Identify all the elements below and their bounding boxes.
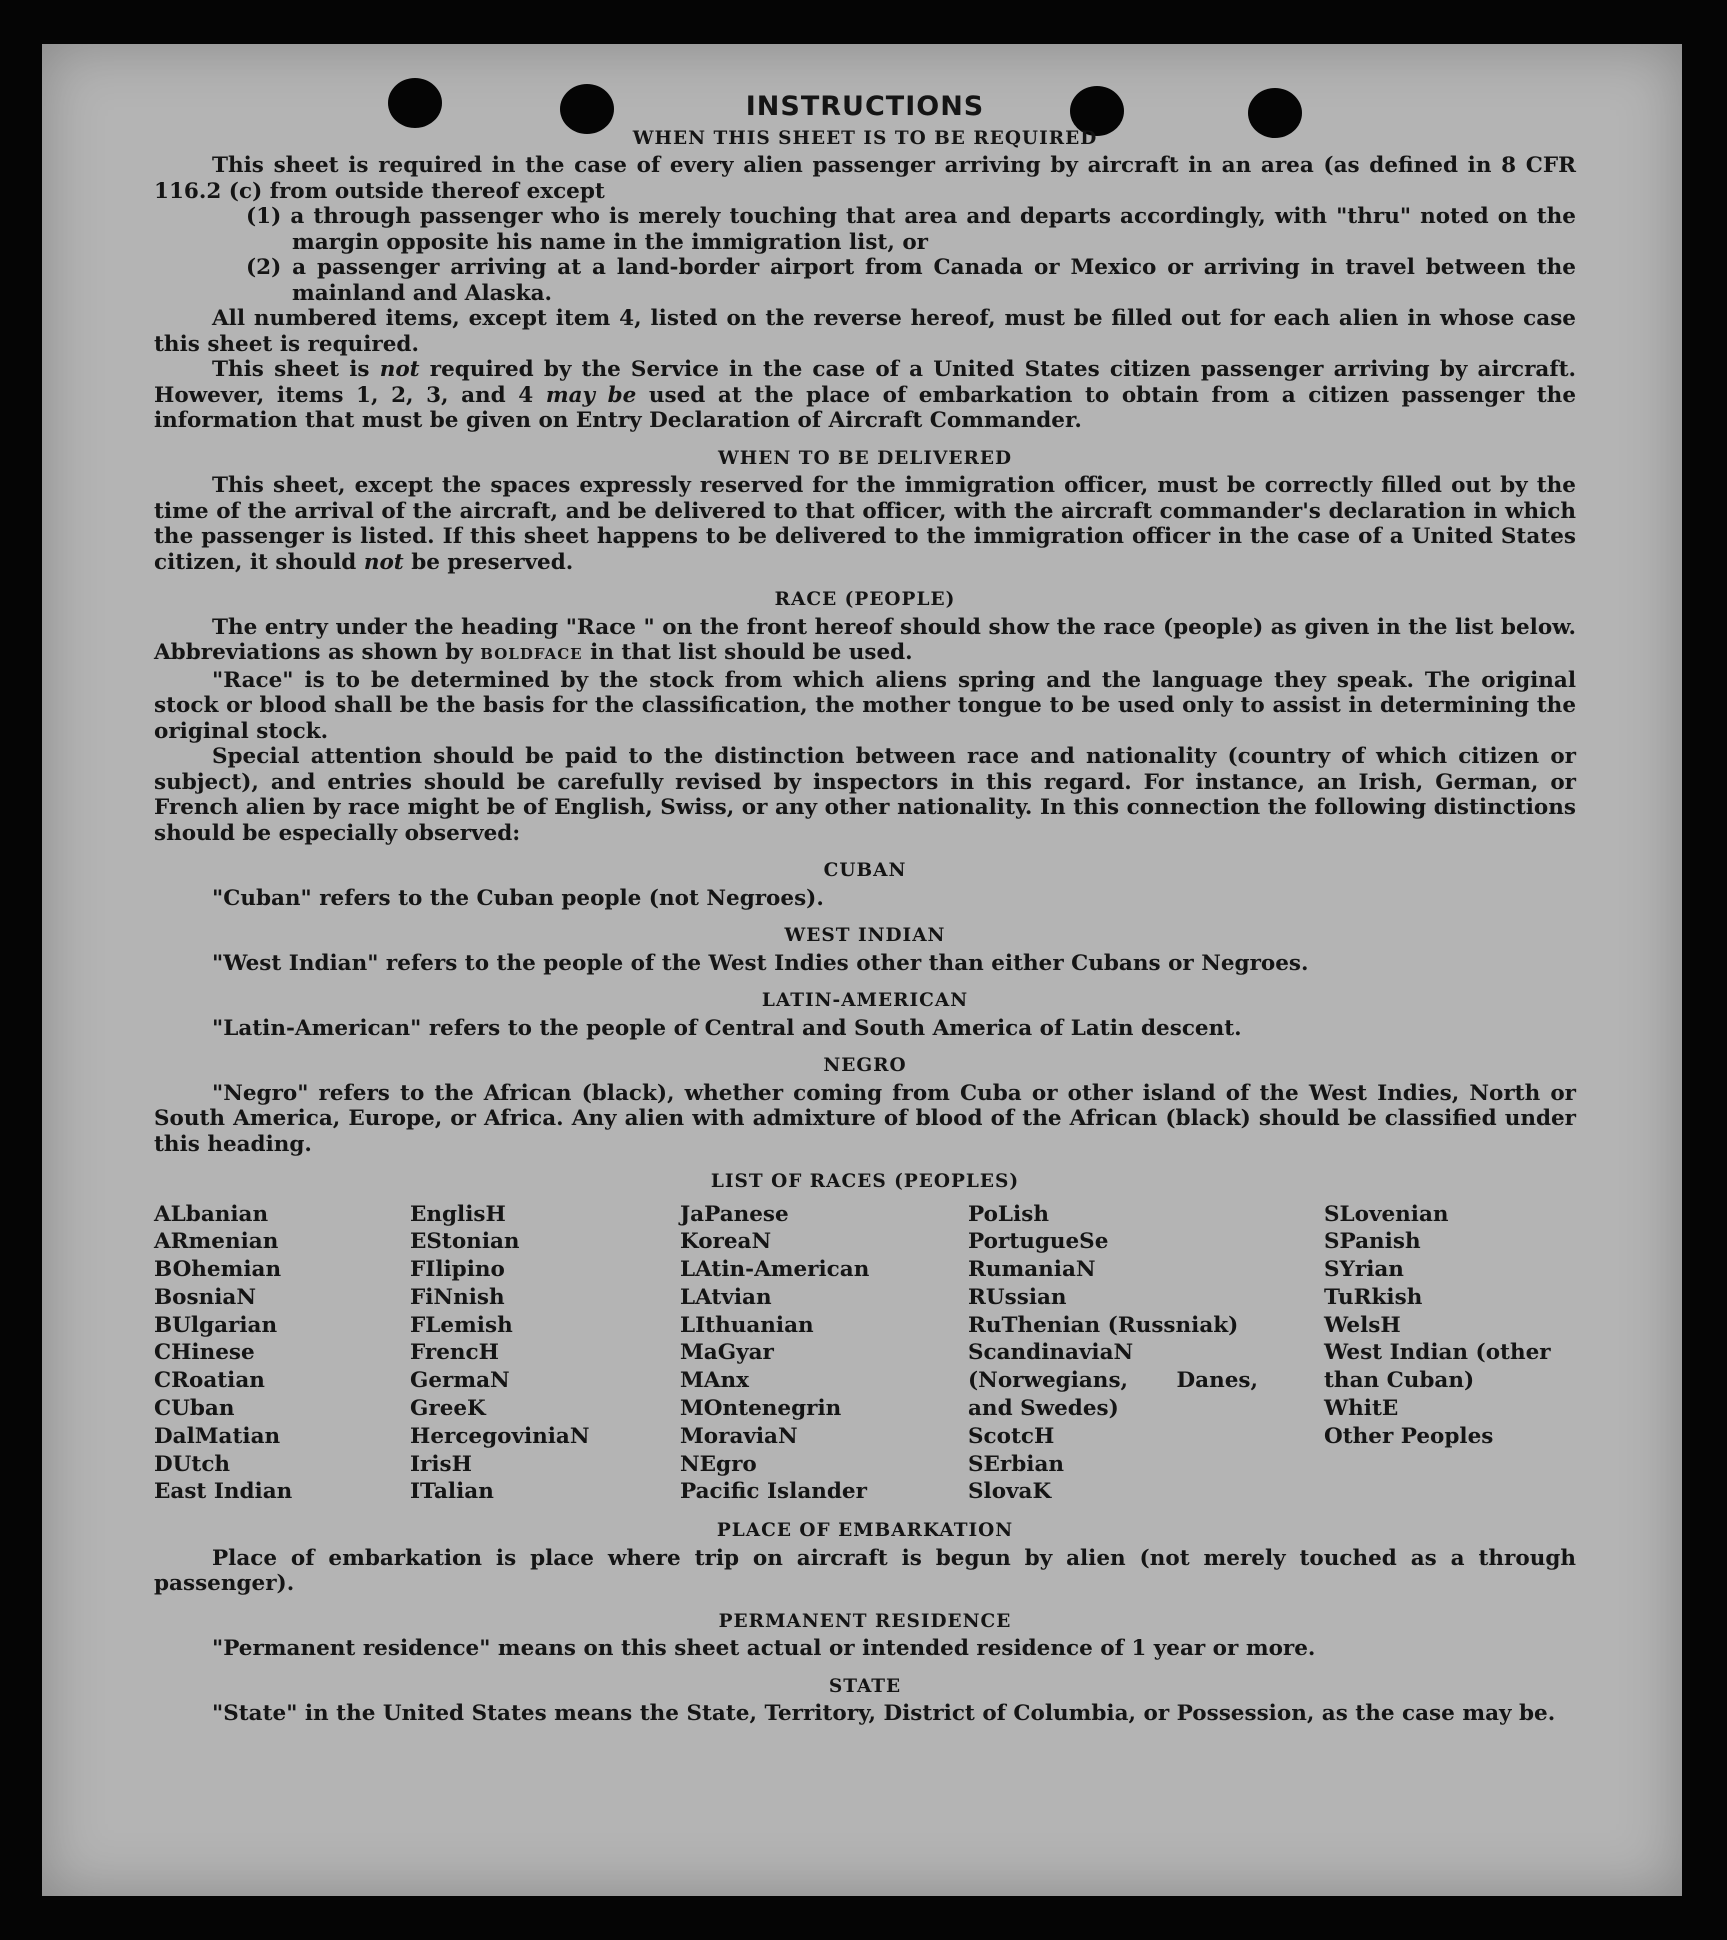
text-span: be preserved. xyxy=(403,549,574,575)
race-item: RumaniaN xyxy=(968,1257,1096,1283)
race-item: LAtvian xyxy=(680,1284,772,1310)
race-item: CRoatian xyxy=(154,1368,265,1394)
section-heading-state: STATE xyxy=(828,1675,902,1697)
emphasis-may-be: may be xyxy=(545,382,637,408)
race-item: MoraviaN xyxy=(680,1423,798,1449)
race-item: MaGyar xyxy=(680,1340,774,1366)
race-item: SYrian xyxy=(1324,1257,1404,1283)
race-item: TuRkish xyxy=(1324,1284,1423,1310)
race-column-5 xyxy=(1324,1201,1576,1507)
paragraph-race-determination: "Race" is to be determined by the stock from which aliens spring and the language they speak. The original stock or blood shall be the basis for the classification, the mother tongue to be used only to assist in determining the original stock. xyxy=(154,667,1576,744)
paragraph-race-nationality: Special attention should be paid to the distinction between race and nationality (country of which citizen or subject), and entries should be carefully revised by inspectors in this regard. For instance, an Irish, German, or French alien by race might be of English, Swiss, or any other nationality. In this connection the following distinctions should be especially observed: xyxy=(154,744,1576,846)
race-column-2 xyxy=(410,1201,680,1507)
paragraph-negro: "Negro" refers to the African (black), whether coming from Cuba or other island of the West Indies, North or South America, Europe, or Africa. Any alien with admixture of blood of the African (black) should be classified under this heading. xyxy=(154,1080,1576,1157)
race-item: Other Peoples xyxy=(1324,1423,1494,1449)
section-heading-cuban: CUBAN xyxy=(823,860,907,881)
boldface-term: BOLDFACE xyxy=(480,645,583,663)
text-span: required by the Service in the case of a United States citizen passenger arriving by aircraft. However, items 1, 2, 3, and 4 xyxy=(154,357,1576,408)
section-heading-permanent-residence: PERMANENT RESIDENCE xyxy=(718,1610,1012,1632)
race-item: WelsH xyxy=(1324,1312,1401,1338)
race-item: LIthuanian xyxy=(680,1312,814,1338)
section-heading-negro: NEGRO xyxy=(823,1055,907,1076)
paragraph-west-indian: "West Indian" refers to the people of the West Indies other than either Cubans or Negroes. xyxy=(212,950,1309,976)
section-heading-west-indian: WEST INDIAN xyxy=(784,925,946,946)
race-column-3 xyxy=(680,1201,968,1507)
section-heading-list-of-races: LIST OF RACES (PEOPLES) xyxy=(710,1171,1020,1192)
paragraph-race-entry xyxy=(154,615,1576,668)
paragraph-permanent-residence: "Permanent residence" means on this sheet actual or intended residence of 1 year or more. xyxy=(212,1636,1316,1662)
race-column-1 xyxy=(154,1201,410,1507)
race-item: PoLish xyxy=(968,1201,1049,1227)
race-item: LAtin-American xyxy=(680,1257,870,1283)
race-item: EnglisH xyxy=(410,1201,506,1227)
race-item: SlovaK xyxy=(968,1479,1052,1505)
race-item: EStonian xyxy=(410,1229,520,1255)
section-heading-when-delivered: WHEN TO BE DELIVERED xyxy=(718,447,1012,469)
race-list xyxy=(154,1201,1576,1507)
race-item: DUtch xyxy=(154,1451,231,1477)
race-item: NEgro xyxy=(680,1451,757,1477)
race-item: WhitE xyxy=(1324,1396,1399,1422)
paragraph-numbered-items: All numbered items, except item 4, listed on the reverse hereof, must be filled out for each alien in whose case this sheet is required. xyxy=(154,306,1576,357)
page-title: INSTRUCTIONS xyxy=(745,91,985,122)
race-item: ScotcH xyxy=(968,1423,1055,1449)
race-item: ITalian xyxy=(410,1479,494,1505)
race-item: West Indian (other than Cuban) xyxy=(1324,1340,1551,1394)
race-item: BUlgarian xyxy=(154,1312,278,1338)
instruction-sheet xyxy=(42,44,1682,1896)
race-item: CUban xyxy=(154,1396,235,1422)
race-item: GermaN xyxy=(410,1368,510,1394)
paragraph-citizen-passenger xyxy=(154,357,1576,434)
race-item: CHinese xyxy=(154,1340,255,1366)
emphasis-not: not xyxy=(379,357,420,382)
text-span: This sheet, except the spaces expressly reserved for the immigration officer, must be correctly filled out by the time of the arrival of the aircraft, and be delivered to that officer, with the aircraft commander's declaration in which the passenger is listed. If this sheet happens to be delivered to the immigration officer in the case of a United States citizen, it should xyxy=(154,473,1576,575)
race-item: RuThenian (Russniak) xyxy=(968,1312,1239,1338)
race-item: HercegoviniaN xyxy=(410,1423,590,1449)
race-column-4 xyxy=(968,1201,1324,1507)
race-item: BosniaN xyxy=(154,1284,256,1310)
exception-item-2: (2) a passenger arriving at a land-border airport from Canada or Mexico or arriving in travel between the mainland and Alaska. xyxy=(246,255,1576,306)
race-item: FLemish xyxy=(410,1312,513,1338)
section-heading-latin-american: LATIN-AMERICAN xyxy=(761,990,969,1011)
text-span: in that list should be used. xyxy=(582,640,913,665)
race-item: DalMatian xyxy=(154,1423,281,1449)
emphasis-not: not xyxy=(363,549,404,575)
text-span: used at the place of embarkation to obtain from a citizen passenger the information that must be given on Entry Declaration of Aircraft Commander. xyxy=(154,382,1576,433)
race-item: FrencH xyxy=(410,1340,499,1366)
race-item: SLovenian xyxy=(1324,1201,1449,1227)
race-item: ScandinaviaN (Norwegians, Danes, and Swedes) xyxy=(968,1340,1258,1422)
race-item: ALbanian xyxy=(154,1201,269,1227)
race-item: JaPanese xyxy=(680,1201,789,1227)
race-item: KoreaN xyxy=(680,1229,772,1255)
paragraph-cuban: "Cuban" refers to the Cuban people (not Negroes). xyxy=(212,885,824,911)
section-heading-when-required: WHEN THIS SHEET IS TO BE REQUIRED xyxy=(632,127,1098,149)
race-item: FIlipino xyxy=(410,1257,505,1283)
section-heading-place-of-embarkation: PLACE OF EMBARKATION xyxy=(716,1520,1014,1542)
race-item: BOhemian xyxy=(154,1257,282,1283)
paragraph-place-of-embarkation: Place of embarkation is place where trip on aircraft is begun by alien (not merely touched as a through passenger). xyxy=(154,1545,1576,1597)
race-item: SPanish xyxy=(1324,1229,1421,1255)
race-item: PortugueSe xyxy=(968,1229,1109,1255)
race-item: MOntenegrin xyxy=(680,1396,842,1422)
race-item: East Indian xyxy=(154,1479,293,1505)
document-body xyxy=(154,80,1576,1727)
race-item: MAnx xyxy=(680,1368,749,1394)
race-item: FiNnish xyxy=(410,1284,505,1310)
text-span: This sheet is xyxy=(212,357,380,382)
paragraph-when-required-intro: This sheet is required in the case of every alien passenger arriving by aircraft in an area (as defined in 8 CFR 116.2 (c) from outside thereof except xyxy=(154,153,1576,204)
section-heading-race: RACE (PEOPLE) xyxy=(774,589,956,610)
race-item: IrisH xyxy=(410,1451,472,1477)
race-item: SErbian xyxy=(968,1451,1065,1477)
race-item: ARmenian xyxy=(154,1229,279,1255)
exception-item-1: (1) a through passenger who is merely touching that area and departs accordingly, with "thru" noted on the margin opposite his name in the immigration list, or xyxy=(246,204,1576,255)
race-item: RUssian xyxy=(968,1284,1067,1310)
paragraph-when-delivered xyxy=(154,473,1576,575)
text-span: The entry under the heading "Race " on the front hereof should show the race (people) as given in the list below. Abbreviations as shown by xyxy=(154,614,1576,665)
paragraph-latin-american: "Latin-American" refers to the people of Central and South America of Latin descent. xyxy=(212,1015,1242,1041)
race-item: GreeK xyxy=(410,1396,486,1422)
paragraph-state: "State" in the United States means the State, Territory, District of Columbia, or Possession, as the case may be. xyxy=(212,1701,1556,1727)
race-item: Pacific Islander xyxy=(680,1479,867,1505)
